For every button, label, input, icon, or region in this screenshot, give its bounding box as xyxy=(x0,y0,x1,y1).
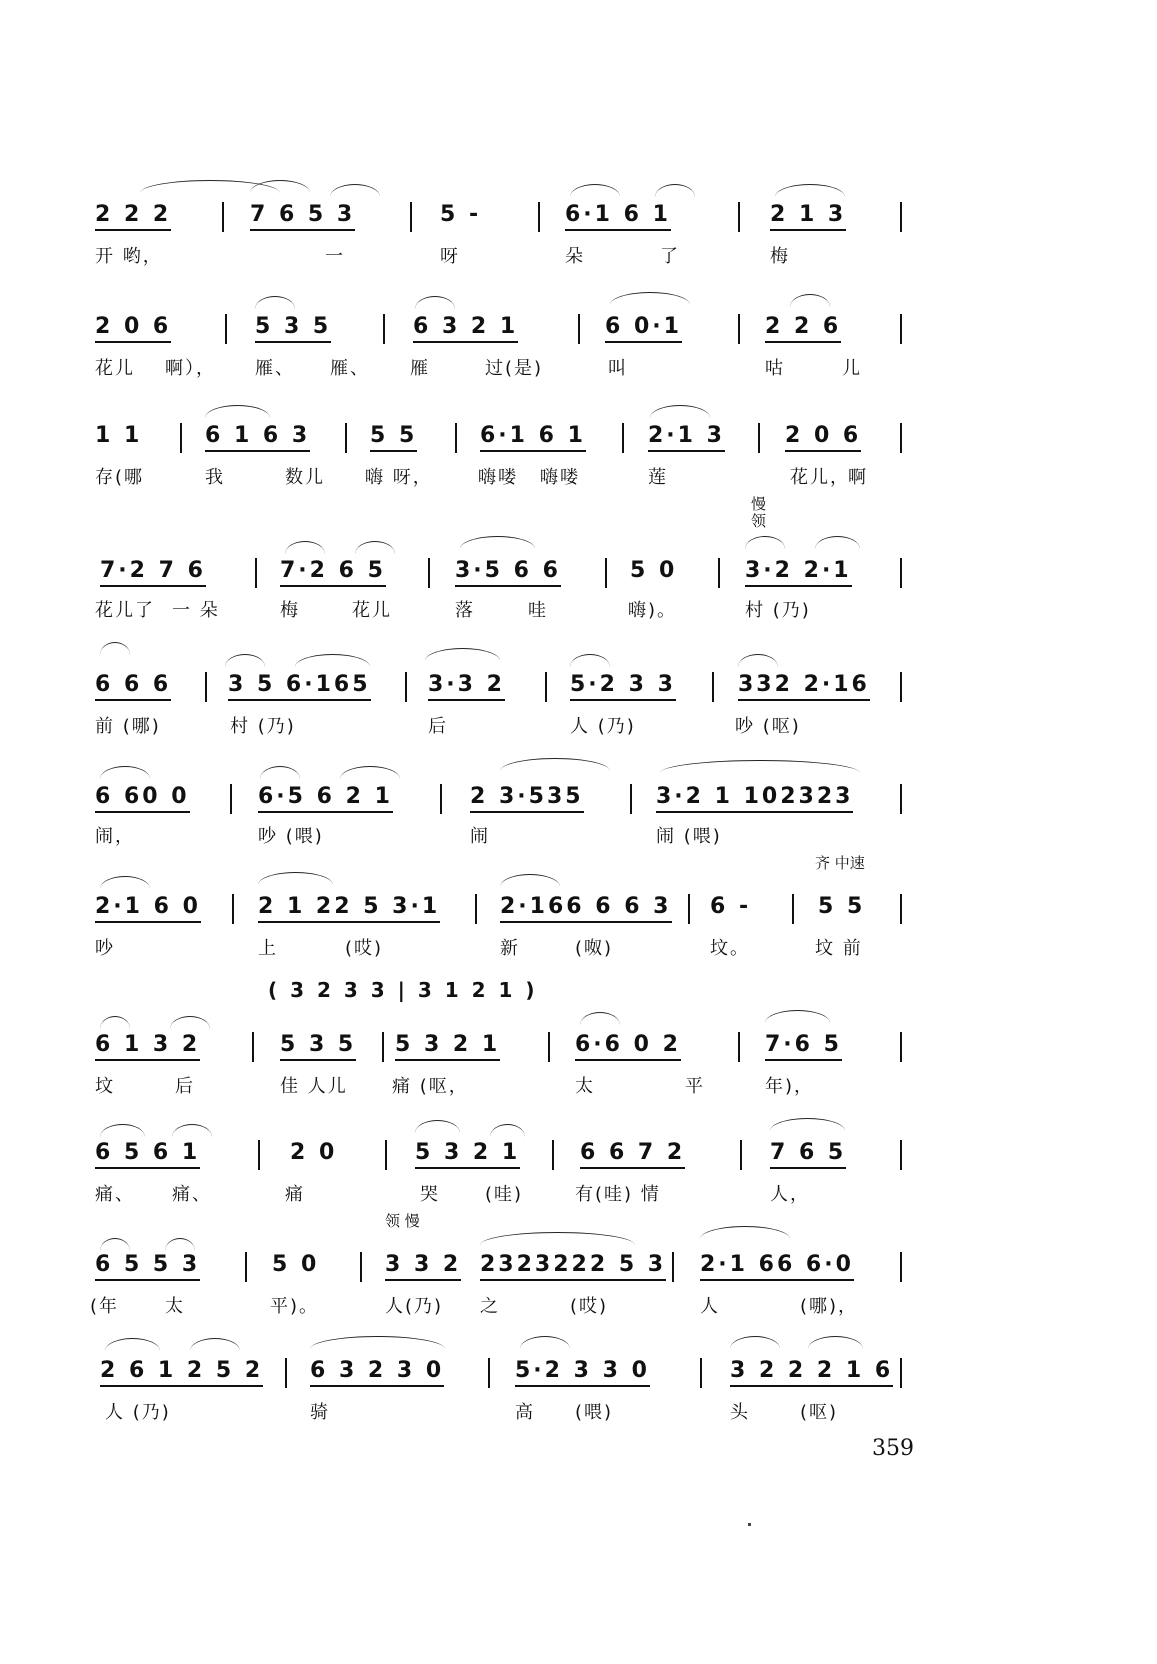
barline xyxy=(545,672,547,702)
measure-notes: 7 6 5 3 xyxy=(250,202,355,231)
slur xyxy=(295,654,370,667)
barline xyxy=(180,423,182,453)
barline xyxy=(738,1032,740,1062)
lyric: 平)。 xyxy=(270,1296,320,1317)
tempo-annotation: 慢领 xyxy=(749,496,767,530)
slur xyxy=(105,1338,160,1351)
barline xyxy=(718,558,720,588)
notation-line xyxy=(0,558,1157,598)
measure-notes: 6 6 7 2 xyxy=(580,1140,685,1169)
lyric: 痛、 xyxy=(95,1184,135,1205)
slur xyxy=(738,654,778,667)
lyric: 嗨喽 xyxy=(540,467,580,488)
barline xyxy=(900,314,902,344)
lyric: 叫 xyxy=(608,358,628,379)
slur xyxy=(250,180,310,193)
measure-notes: 7·2 7 6 xyxy=(100,558,206,587)
measure-notes: 6 6 6 xyxy=(95,672,171,701)
measure-notes: 2 1 3 xyxy=(770,202,846,231)
measure-notes: 6·1 6 1 xyxy=(480,423,586,452)
slur xyxy=(480,1232,635,1245)
lyric: 哇 xyxy=(528,600,548,621)
measure-notes: 2 1 22 5 3·1 xyxy=(258,894,440,923)
measure-notes: 6 3 2 3 0 xyxy=(310,1358,444,1387)
lyric-line xyxy=(0,354,1157,384)
lyric-line xyxy=(0,934,1157,964)
slur xyxy=(660,760,860,773)
lyric: 人 (乃) xyxy=(105,1402,171,1423)
lyric: 闹， xyxy=(95,826,135,847)
notation-line xyxy=(0,202,1157,242)
measure-notes: 3 5 6·165 xyxy=(228,672,371,701)
measure-notes: 5·2 3 3 xyxy=(570,672,676,701)
barline xyxy=(345,423,347,453)
lyric: 有(哇) 情 xyxy=(575,1184,661,1205)
lyric: 之 xyxy=(480,1296,500,1317)
measure-notes: 2 0 6 xyxy=(785,423,861,452)
lyric: 花儿， xyxy=(790,467,850,488)
lyric: (哎) xyxy=(345,938,384,959)
tempo-annotation: 领 慢 xyxy=(385,1212,420,1230)
slur xyxy=(425,648,500,661)
lyric: 啊 xyxy=(848,467,868,488)
lyric: 嗨喽 xyxy=(478,467,518,488)
measure-notes: 3·2 1 102323 xyxy=(656,784,853,813)
barline xyxy=(440,784,442,814)
lyric: 过(是) xyxy=(485,358,544,379)
lyric-line xyxy=(0,822,1157,852)
barline xyxy=(548,1032,550,1062)
measure-notes: 5 0 xyxy=(272,1252,320,1277)
slur xyxy=(172,1124,212,1137)
barline xyxy=(475,894,477,924)
barline xyxy=(792,894,794,924)
slur xyxy=(340,766,400,779)
barline xyxy=(900,1358,902,1388)
lyric: 人， xyxy=(770,1184,810,1205)
barline xyxy=(900,1140,902,1170)
measure-notes: 2 2 6 xyxy=(765,314,841,343)
lyric: 上 xyxy=(258,938,278,959)
slur xyxy=(310,1336,445,1349)
barline xyxy=(285,1358,287,1388)
barline xyxy=(225,314,227,344)
lyric: 后 xyxy=(428,716,448,737)
measure-notes: 6 60 0 xyxy=(95,784,190,813)
measure-notes: 2·166 6 6 3 xyxy=(500,894,672,923)
print-speck xyxy=(748,1523,751,1526)
barline xyxy=(900,202,902,232)
lyric: 佳 人儿 xyxy=(280,1076,348,1097)
measure-notes: 6·1 6 1 xyxy=(565,202,671,231)
slur xyxy=(580,1012,620,1025)
slur xyxy=(500,874,560,887)
lyric-line xyxy=(0,463,1157,493)
barline xyxy=(900,423,902,453)
lyric: 嗨)。 xyxy=(628,600,678,621)
measure-notes: 2 3·535 xyxy=(470,784,584,813)
lyric: (喂) xyxy=(575,1402,614,1423)
measure-notes: 2 0 xyxy=(290,1140,338,1165)
lyric: (哇) xyxy=(485,1184,524,1205)
barline xyxy=(255,558,257,588)
measure-notes: 6 5 6 1 xyxy=(95,1140,200,1169)
measure-notes: 6·6 0 2 xyxy=(575,1032,681,1061)
lyric: 闹 xyxy=(470,826,490,847)
barline xyxy=(410,202,412,232)
lyric: 朵 xyxy=(565,246,585,267)
lyric-line xyxy=(0,1292,1157,1322)
lyric: 人 xyxy=(700,1296,720,1317)
slur xyxy=(330,184,380,197)
page-number: 359 xyxy=(872,1436,914,1461)
barline xyxy=(672,1252,674,1282)
measure-notes: 5 5 xyxy=(370,423,417,452)
measure-notes: 6·5 6 2 1 xyxy=(258,784,393,813)
lyric: 前 (哪) xyxy=(95,716,161,737)
notation-line xyxy=(0,894,1157,934)
lyric: 吵 (呕) xyxy=(735,716,801,737)
measure-notes: 5 3 2 1 xyxy=(395,1032,500,1061)
lyric: 人 (乃) xyxy=(570,716,636,737)
lyric: 我 xyxy=(205,467,225,488)
slur xyxy=(490,1124,525,1137)
lyric-line xyxy=(0,596,1157,626)
slur xyxy=(730,1336,780,1349)
notation-line xyxy=(0,314,1157,354)
lyric: 年)， xyxy=(765,1076,815,1097)
lyric: 太 xyxy=(575,1076,595,1097)
slur xyxy=(790,294,830,307)
barline xyxy=(738,202,740,232)
barline xyxy=(578,314,580,344)
barline xyxy=(900,672,902,702)
measure-notes: 6 3 2 1 xyxy=(413,314,518,343)
barline xyxy=(738,314,740,344)
lyric: (哎) xyxy=(570,1296,609,1317)
lyric: 新 xyxy=(500,938,520,959)
lyric: 村 (乃) xyxy=(745,600,811,621)
slur xyxy=(808,1336,863,1349)
lyric: 头 xyxy=(730,1402,750,1423)
measure-notes: 5 3 5 xyxy=(280,1032,356,1061)
lyric: 哭 xyxy=(420,1184,440,1205)
lyric: 闹 (喂) xyxy=(656,826,722,847)
barline xyxy=(900,784,902,814)
lyric: 坟。 xyxy=(710,938,750,959)
barline xyxy=(622,423,624,453)
measure-notes: 1 1 xyxy=(95,423,143,448)
lyric-line xyxy=(0,1072,1157,1102)
slur xyxy=(655,184,695,197)
slur xyxy=(205,405,270,418)
lyric: 雁、 xyxy=(255,358,295,379)
barline xyxy=(222,202,224,232)
barline xyxy=(405,672,407,702)
lyric: 吵 xyxy=(95,938,115,959)
barline xyxy=(360,1252,362,1282)
lyric: 坟 前 xyxy=(815,938,863,959)
slur xyxy=(100,1238,130,1251)
measure-notes: 2 0 6 xyxy=(95,314,171,343)
notation-line xyxy=(0,1140,1157,1180)
slur xyxy=(700,1226,790,1239)
measure-notes: 2 2 2 xyxy=(95,202,171,231)
measure-notes: 5 3 2 1 xyxy=(415,1140,520,1169)
slur xyxy=(100,876,150,889)
notation-line xyxy=(0,1252,1157,1292)
measure-notes: 332 2·16 xyxy=(738,672,870,701)
lyric: 人(乃) xyxy=(385,1296,444,1317)
lyric-line xyxy=(0,242,1157,272)
lyric: 嗨 呀， xyxy=(365,467,433,488)
slur xyxy=(415,1120,460,1133)
lyric: 儿 xyxy=(842,358,862,379)
barline xyxy=(232,894,234,924)
measure-notes: 7·2 6 5 xyxy=(280,558,386,587)
lyric: 雁 xyxy=(410,358,430,379)
slur xyxy=(258,872,333,885)
lyric: 坟 xyxy=(95,1076,115,1097)
barline xyxy=(712,672,714,702)
lyric: 一 xyxy=(325,246,345,267)
lyric: 花儿 xyxy=(352,600,392,621)
barline xyxy=(382,1032,384,1062)
lyric: 梅 xyxy=(770,246,790,267)
slur xyxy=(255,296,295,309)
lyric: (呶) xyxy=(575,938,614,959)
barline xyxy=(688,894,690,924)
lyric: 咕 xyxy=(765,358,785,379)
barline xyxy=(383,314,385,344)
measure-notes: 6 - xyxy=(710,894,752,919)
slur xyxy=(285,541,325,554)
lyric: 后 xyxy=(175,1076,195,1097)
barline xyxy=(758,423,760,453)
barline xyxy=(455,423,457,453)
measure-notes: 3 2 2 2 1 6 xyxy=(730,1358,893,1387)
lyric: 莲 xyxy=(648,467,668,488)
notation-line xyxy=(0,784,1157,824)
lyric: 雁、 xyxy=(330,358,370,379)
barline xyxy=(230,784,232,814)
lyric: 太 xyxy=(165,1296,185,1317)
lyric-line xyxy=(0,1180,1157,1210)
lyric: 落 xyxy=(455,600,475,621)
slur xyxy=(765,1010,830,1023)
notation-line xyxy=(0,1358,1157,1398)
slur xyxy=(770,1118,845,1131)
lyric: (年 xyxy=(90,1296,120,1317)
notation-line xyxy=(0,672,1157,712)
slur xyxy=(225,654,265,667)
lyric: 高 xyxy=(515,1402,535,1423)
barline xyxy=(538,202,540,232)
measure-notes: 5 - xyxy=(440,202,482,227)
lyric: 存(哪 xyxy=(95,467,145,488)
barline xyxy=(900,894,902,924)
measure-notes: 5 0 xyxy=(630,558,678,583)
measure-notes: 5 3 5 xyxy=(255,314,331,343)
measure-notes: 7·6 5 xyxy=(765,1032,842,1061)
lyric: 啊）， xyxy=(165,358,216,379)
barline xyxy=(900,1252,902,1282)
lyric: 痛 (呕， xyxy=(392,1076,469,1097)
measure-notes: 2·1 3 xyxy=(648,423,725,452)
slur xyxy=(355,541,395,554)
lyric: 平 xyxy=(685,1076,705,1097)
slur xyxy=(500,758,610,771)
barline xyxy=(900,1032,902,1062)
barline xyxy=(428,558,430,588)
barline xyxy=(258,1140,260,1170)
lyric: 吵 (喂) xyxy=(258,826,324,847)
slur xyxy=(650,405,710,418)
slur xyxy=(460,536,535,549)
measure-notes: 5·2 3 3 0 xyxy=(515,1358,650,1387)
tempo-annotation: 齐 中速 xyxy=(815,854,865,872)
slur xyxy=(100,1016,130,1029)
lyric: 数儿 xyxy=(285,467,325,488)
barline xyxy=(245,1252,247,1282)
lyric: 呀 xyxy=(440,246,460,267)
slur xyxy=(415,296,455,309)
measure-notes: 2323222 5 3 xyxy=(480,1252,666,1281)
lyric: 一 朵 xyxy=(172,600,220,621)
barline xyxy=(900,558,902,588)
slur xyxy=(100,1124,145,1137)
notation-line xyxy=(0,423,1157,463)
lyric: (哪)， xyxy=(800,1296,859,1317)
measure-notes: 5 5 xyxy=(818,894,866,919)
measure-notes: 6 1 3 2 xyxy=(95,1032,200,1061)
lyric: 花儿 xyxy=(95,358,135,379)
lyric: 了 xyxy=(660,246,680,267)
slur xyxy=(570,654,610,667)
barline xyxy=(700,1358,702,1388)
measure-notes: 3 3 2 xyxy=(385,1252,461,1281)
lyric-line xyxy=(0,1398,1157,1428)
slur xyxy=(100,766,150,779)
slur xyxy=(100,642,130,655)
barline xyxy=(630,784,632,814)
slur xyxy=(610,292,690,305)
slur xyxy=(745,536,785,549)
lyric-line xyxy=(0,712,1157,742)
measure-notes: 3·5 6 6 xyxy=(455,558,561,587)
barline xyxy=(740,1140,742,1170)
measure-notes: 3·2 2·1 xyxy=(745,558,852,587)
slur xyxy=(520,1336,570,1349)
measure-notes: 6 1 6 3 xyxy=(205,423,310,452)
slur xyxy=(260,766,300,779)
barline xyxy=(252,1032,254,1062)
barline xyxy=(488,1358,490,1388)
slur xyxy=(165,1238,195,1251)
slur xyxy=(815,536,860,549)
barline xyxy=(205,672,207,702)
lyric: 骑 xyxy=(310,1402,330,1423)
measure-notes: 6 5 5 3 xyxy=(95,1252,200,1281)
barline xyxy=(552,1140,554,1170)
barline xyxy=(385,1140,387,1170)
barline xyxy=(605,558,607,588)
measure-notes: 2·1 66 6·0 xyxy=(700,1252,854,1281)
measure-notes: 2·1 6 0 xyxy=(95,894,201,923)
lyric: 痛、 xyxy=(172,1184,212,1205)
lyric: 花儿了 xyxy=(95,600,155,621)
slur xyxy=(170,1016,210,1029)
lyric: 梅 xyxy=(280,600,300,621)
accompaniment-notes: ( 3 2 3 3 | 3 1 2 1 ) xyxy=(268,978,538,1002)
measure-notes: 7 6 5 xyxy=(770,1140,846,1169)
lyric: (呕) xyxy=(800,1402,839,1423)
lyric: 村 (乃) xyxy=(230,716,296,737)
lyric: 痛 xyxy=(285,1184,305,1205)
slur xyxy=(190,1338,240,1351)
slur xyxy=(570,184,620,197)
measure-notes: 2 6 1 2 5 2 xyxy=(100,1358,263,1387)
slur xyxy=(775,184,845,197)
notation-line xyxy=(0,1032,1157,1072)
measure-notes: 3·3 2 xyxy=(428,672,505,701)
lyric: 开 哟， xyxy=(95,246,163,267)
measure-notes: 6 0·1 xyxy=(605,314,682,343)
